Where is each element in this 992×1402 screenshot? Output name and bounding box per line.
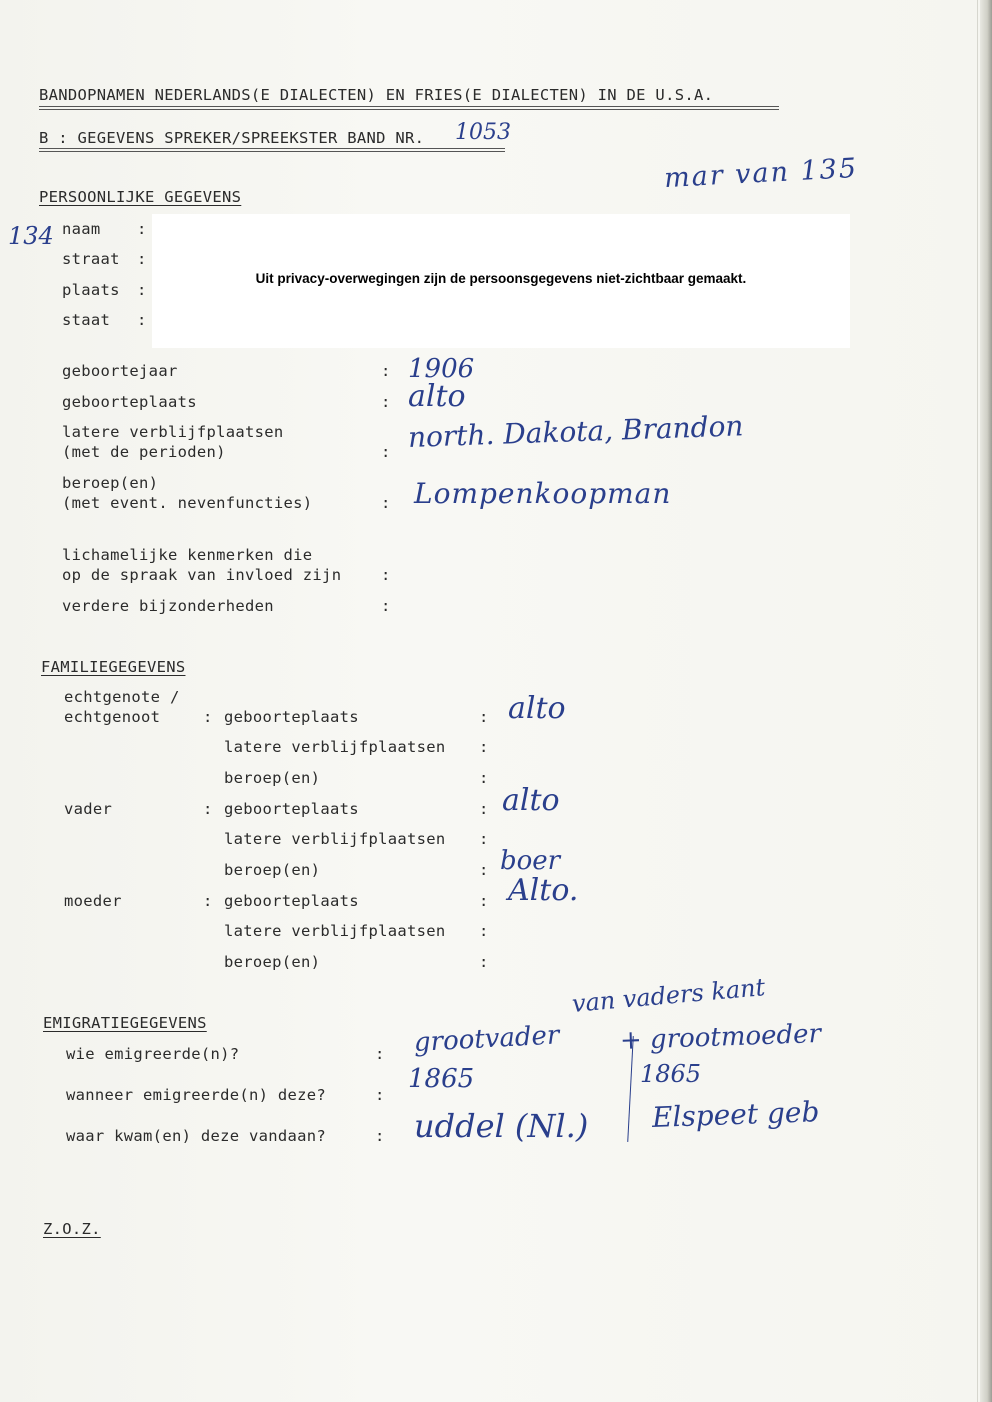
colon: :	[479, 738, 489, 756]
value-wanneer-left: 1865	[408, 1064, 475, 1094]
label-staat: staat	[62, 311, 111, 329]
privacy-notice: Uit privacy-overwegingen zijn de persoonsgegevens niet-zichtbaar gemaakt.	[255, 271, 747, 286]
emigration-note: van vaders kant	[570, 973, 767, 1018]
colon: :	[381, 566, 391, 584]
label-father-geboorteplaats: geboorteplaats	[224, 800, 359, 818]
label-plaats: plaats	[62, 281, 120, 299]
label-father: vader	[64, 800, 113, 818]
label-straat: straat	[62, 250, 120, 268]
colon: :	[375, 1086, 385, 1104]
colon: :	[479, 953, 489, 971]
corner-note: mar van 135	[663, 152, 859, 195]
section-heading-family: FAMILIEGEGEVENS	[41, 658, 186, 676]
colon: :	[203, 708, 213, 726]
colon: :	[137, 220, 147, 238]
label-father-beroep: beroep(en)	[224, 861, 321, 879]
colon: :	[479, 708, 489, 726]
value-waar-right: Elspeet geb	[651, 1095, 820, 1134]
colon: :	[137, 281, 147, 299]
privacy-redaction-box	[152, 214, 850, 348]
colon: :	[375, 1127, 385, 1145]
value-waar-left: uddel (Nl.)	[414, 1107, 589, 1145]
label-beroep-sub: (met event. nevenfuncties)	[62, 494, 313, 512]
value-wie-right: + grootmoeder	[619, 1018, 822, 1056]
value-father-geboorteplaats: alto	[502, 783, 560, 818]
colon: :	[479, 922, 489, 940]
label-mother-verblijf: latere verblijfplaatsen	[224, 922, 446, 940]
margin-number: 134	[8, 222, 54, 250]
label-wie: wie emigreerde(n)?	[66, 1045, 240, 1063]
value-wanneer-right: 1865	[640, 1060, 702, 1088]
section-heading-personal: PERSOONLIJKE GEGEVENS	[39, 188, 242, 206]
label-spouse-geboorteplaats: geboorteplaats	[224, 708, 359, 726]
colon: :	[381, 597, 391, 615]
value-mother-geboorteplaats: Alto.	[508, 873, 579, 908]
document-title: BANDOPNAMEN NEDERLANDS(E DIALECTEN) EN FRIES(E DIALECTEN) IN DE U.S.A.	[39, 86, 714, 104]
value-geboortejaar: 1906	[408, 354, 475, 384]
colon: :	[381, 443, 391, 461]
colon: :	[479, 769, 489, 787]
value-father-beroep: boer	[500, 846, 561, 876]
form-subtitle: B : GEGEVENS SPREKER/SPREEKSTER BAND NR.	[39, 129, 425, 147]
label-mother-geboorteplaats: geboorteplaats	[224, 892, 359, 910]
label-geboorteplaats: geboorteplaats	[62, 393, 197, 411]
label-verdere: verdere bijzonderheden	[62, 597, 274, 615]
page-edge-line	[977, 0, 978, 1402]
label-mother: moeder	[64, 892, 122, 910]
colon: :	[479, 800, 489, 818]
band-number: 1053	[455, 120, 511, 145]
colon: :	[203, 800, 213, 818]
label-lichamelijk: lichamelijke kenmerken die	[62, 546, 313, 564]
colon: :	[203, 892, 213, 910]
label-spouse-2: echtgenoot	[64, 708, 161, 726]
label-beroep: beroep(en)	[62, 474, 159, 492]
label-geboortejaar: geboortejaar	[62, 362, 178, 380]
label-wanneer: wanneer emigreerde(n) deze?	[66, 1086, 327, 1104]
label-spouse-beroep: beroep(en)	[224, 769, 321, 787]
label-father-verblijf: latere verblijfplaatsen	[224, 830, 446, 848]
label-verblijf: latere verblijfplaatsen	[62, 423, 284, 441]
subtitle-double-rule	[39, 148, 505, 152]
section-heading-emigration: EMIGRATIEGEGEVENS	[43, 1014, 207, 1032]
label-lichamelijk-sub: op de spraak van invloed zijn	[62, 566, 342, 584]
value-wie-left: grootvader	[413, 1020, 561, 1058]
zoz-note: Z.O.Z.	[43, 1220, 101, 1238]
label-mother-beroep: beroep(en)	[224, 953, 321, 971]
colon: :	[137, 311, 147, 329]
value-spouse-geboorteplaats: alto	[508, 691, 566, 726]
colon: :	[381, 362, 391, 380]
value-geboorteplaats: alto	[408, 379, 466, 414]
colon: :	[479, 861, 489, 879]
label-verblijf-sub: (met de perioden)	[62, 443, 226, 461]
colon: :	[381, 393, 391, 411]
page-edge	[980, 0, 992, 1402]
colon: :	[479, 830, 489, 848]
colon: :	[479, 892, 489, 910]
title-double-rule	[39, 106, 779, 110]
value-verblijf: north. Dakota, Brandon	[407, 409, 744, 454]
colon: :	[375, 1045, 385, 1063]
label-waar: waar kwam(en) deze vandaan?	[66, 1127, 327, 1145]
label-spouse-verblijf: latere verblijfplaatsen	[224, 738, 446, 756]
colon: :	[137, 250, 147, 268]
value-beroep: Lompenkoopman	[414, 477, 672, 510]
label-spouse: echtgenote /	[64, 688, 180, 706]
colon: :	[381, 494, 391, 512]
label-naam: naam	[62, 220, 101, 238]
